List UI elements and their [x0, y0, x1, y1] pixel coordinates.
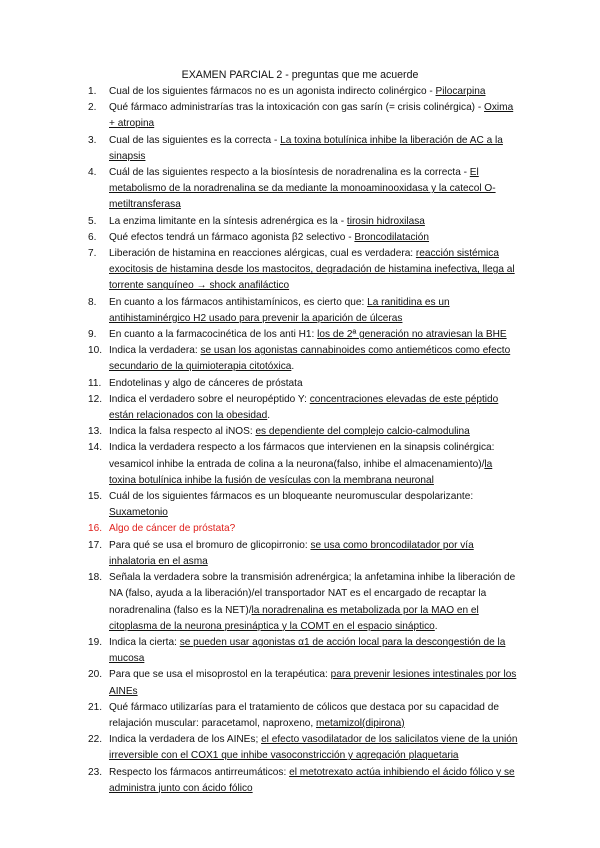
question-text: Indica la verdadera:	[109, 345, 201, 357]
question-item	[88, 214, 520, 230]
question-item	[88, 376, 520, 392]
question-item	[88, 133, 520, 165]
question-number: 3.	[88, 134, 97, 146]
question-item	[88, 732, 520, 764]
answer-text: concentraciones elevadas de este péptido están relacionados con la obesidad	[109, 393, 499, 422]
answer-text: la toxina botulínica inhibe la fusión de vesículas con la membrana neuronal	[109, 458, 493, 486]
question-number: 2.	[88, 102, 97, 114]
question-number: 14.	[88, 442, 103, 454]
question-text: Qué fármaco administrarías tras la intoxicación con gas sarín (= crisis colinérgica) -	[109, 102, 485, 114]
question-item	[88, 392, 520, 424]
answer-text: la noradrenalina es metabolizada por la MAO en el citoplasma de la neurona presináptica y la COMT en el espacio sináptico	[109, 604, 479, 632]
page-title: EXAMEN PARCIAL 2 - preguntas que me acuerde	[181, 69, 419, 81]
question-number: 5.	[88, 215, 97, 227]
answer-text: Broncodilatación	[354, 231, 430, 243]
question-text: Indica la verdadera respecto a los fármacos que intervienen en la sinapsis colinérgica: vesamicol inhibe la entrada de colina a la neurona(falso, inhibe el almacenamiento)/	[109, 442, 495, 470]
question-text: Señala la verdadera sobre la transmisión adrenérgica; la anfetamina inhibe la liberación de NA (falso, ayuda a la liberación)/el transportador NAT es el encargado de recaptar la noradrenalina (falso es la NET)/	[109, 572, 516, 616]
question-number: 15.	[88, 491, 103, 503]
answer-text: se usan los agonistas cannabinoides como antieméticos como efecto secundario de la quimioterapia citotóxica	[109, 345, 511, 373]
answer-text: metamizol(dipirona)	[316, 717, 405, 729]
question-item	[88, 521, 520, 537]
question-item	[88, 667, 520, 699]
trailing-text: .	[267, 410, 271, 422]
question-item	[88, 635, 520, 667]
question-item	[88, 570, 520, 635]
answer-text: se usa como broncodilatador por vía inhalatoria en el asma	[109, 539, 474, 567]
question-item	[88, 100, 520, 132]
question-item	[88, 165, 520, 214]
question-item	[88, 765, 520, 797]
question-number: 9.	[88, 329, 97, 341]
question-item	[88, 295, 520, 327]
question-number: 12.	[88, 393, 103, 405]
question-number: 6.	[88, 231, 97, 243]
answer-text: La toxina botulínica inhibe la liberación de AC a la sinapsis	[109, 134, 503, 162]
question-item	[88, 489, 520, 521]
question-number: 16.	[88, 523, 103, 535]
question-number: 1.	[88, 86, 97, 97]
answer-text: es dependiente del complejo calcio-calmodulina	[255, 426, 470, 438]
question-text: Indica la verdadera de los AINEs;	[109, 734, 262, 746]
question-text: Para que se usa el misoprostol en la terapéutica:	[109, 669, 331, 681]
answer-text: se pueden usar agonistas α1 de acción local para la descongestión de la mucosa	[109, 636, 506, 665]
question-text: Indica la falsa respecto al iNOS:	[109, 426, 256, 438]
question-text: Indica el verdadero sobre el neuropéptido Y:	[109, 393, 310, 405]
question-number: 20.	[88, 669, 103, 681]
question-text: Qué fármaco utilizarías para el tratamiento de cólicos que destaca por su capacidad de relajación muscular: paracetamol, naproxeno,	[109, 701, 499, 729]
answer-text: el metotrexato actúa inhibiendo el ácido fólico y se administra junto con ácido fólico	[109, 766, 515, 794]
question-item	[88, 246, 520, 295]
answer-text: Oxima + atropina	[109, 102, 514, 130]
question-item	[88, 440, 520, 489]
question-number: 19.	[88, 636, 103, 648]
question-text: Cuál de los siguientes fármacos es un bloqueante neuromuscular despolarizante:	[109, 491, 474, 503]
question-number: 23.	[88, 766, 103, 778]
question-item	[88, 230, 520, 246]
answer-text: Pilocarpina	[435, 86, 486, 97]
question-number: 18.	[88, 572, 103, 584]
question-item	[88, 424, 520, 440]
answer-text: El metabolismo de la noradrenalina se da mediante la monoaminooxidasa y la catecol O-metiltransferasa	[109, 167, 496, 211]
answer-text: Suxametonio	[109, 507, 168, 519]
question-text: Cuál de las siguientes respecto a la biosíntesis de noradrenalina es la correcta -	[109, 167, 470, 179]
question-number: 22.	[88, 734, 103, 746]
answer-text: reacción sistémica exocitosis de histamina desde los mastocitos, degradación de histamina inefectiva, llega al torrente sanguíneo → shock anafiláctico	[109, 248, 515, 292]
question-item	[88, 327, 520, 343]
question-text: Liberación de histamina en reacciones alérgicas, cual es verdadera:	[109, 248, 416, 260]
question-number: 7.	[88, 248, 97, 260]
question-item	[88, 343, 520, 375]
question-text: En cuanto a los fármacos antihistamínicos, es cierto que:	[109, 296, 368, 308]
question-text: Endotelinas y algo de cánceres de próstata	[109, 377, 303, 389]
question-list	[88, 84, 520, 797]
question-text: La enzima limitante en la síntesis adrenérgica es la -	[109, 215, 347, 227]
question-number: 21.	[88, 701, 103, 713]
question-item	[88, 84, 520, 100]
answer-text: para prevenir lesiones intestinales por los AINEs	[109, 669, 517, 697]
question-text: Para qué se usa el bromuro de glicopirronio:	[109, 539, 311, 551]
question-text: Algo de cáncer de próstata?	[109, 523, 236, 535]
question-item	[88, 700, 520, 732]
question-text: Cual de los siguientes fármacos no es un agonista indirecto colinérgico -	[109, 86, 436, 97]
question-number: 17.	[88, 539, 103, 551]
question-text: Indica la cierta:	[109, 636, 180, 648]
trailing-text: .	[434, 620, 438, 632]
question-number: 10.	[88, 345, 103, 357]
answer-text: tirosin hidroxilasa	[346, 215, 425, 227]
question-text: En cuanto a la farmacocinética de los anti H1:	[109, 329, 318, 341]
trailing-text: .	[291, 361, 295, 373]
question-number: 8.	[88, 296, 97, 308]
question-text: Respecto los fármacos antirreumáticos:	[109, 766, 290, 778]
answer-text: La ranitidina es un antihistaminérgico H2 usado para prevenir la aparición de úlceras	[109, 296, 450, 324]
question-number: 11.	[88, 377, 102, 389]
question-text: Qué efectos tendrá un fármaco agonista β2 selectivo -	[109, 231, 355, 243]
question-text: Cual de las siguientes es la correcta -	[109, 134, 281, 146]
question-number: 4.	[88, 167, 97, 179]
answer-text: el efecto vasodilatador de los salicilatos viene de la unión irreversible con el COX1 que inhibe vasoconstricción y agregación plaquetaria	[109, 734, 518, 762]
question-item	[88, 538, 520, 570]
question-number: 13.	[88, 426, 103, 438]
answer-text: los de 2ª generación no atraviesan la BHE	[317, 329, 507, 341]
